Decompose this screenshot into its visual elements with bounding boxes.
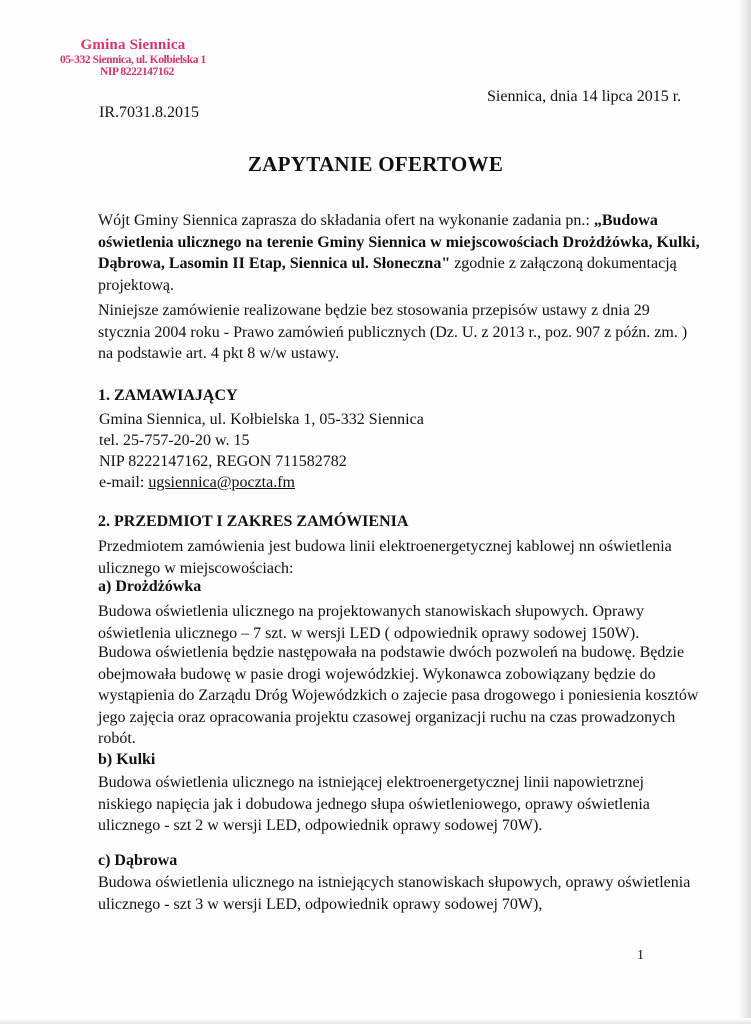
document-title: ZAPYTANIE OFERTOWE [247, 152, 504, 176]
intro-line: Dąbrowa, Lasomin II Etap, Siennica ul. Słoneczna" zgodnie z załączoną dokumentacją [98, 255, 677, 272]
a-p2-line: robót. [98, 730, 136, 747]
a-p2-line: Budowa oświetlenia będzie następowała na podstawie dwóch pozwoleń na budowę. Będzie [98, 644, 685, 661]
section-2-intro-line: Przedmiotem zamówienia jest budowa linii elektroenergetycznej kablowej nn oświetlenia [98, 538, 672, 555]
office-stamp [60, 38, 206, 78]
place-and-date: Siennica, dnia 14 lipca 2015 r. [487, 88, 682, 105]
legal-line: na podstawie art. 4 pkt 8 w/w ustawy. [98, 345, 340, 362]
b-line: Budowa oświetlenia ulicznego na istniejącej elektroenergetycznej linii napowietrznej [98, 774, 644, 791]
section-2-heading: 2. PRZEDMIOT I ZAKRES ZAMÓWIENIA [98, 513, 409, 530]
intro-line: projektową. [98, 276, 174, 294]
email-link[interactable]: ugsiennica@poczta.fm [148, 474, 295, 491]
b-line: ulicznego - szt 2 w wersji LED, odpowiednik oprawy sodowej 70W). [98, 817, 543, 834]
subsection-b-heading: b) Kulki [98, 751, 156, 768]
intro-paragraph [98, 210, 700, 296]
task-name-end: Dąbrowa, Lasomin II Etap, Siennica ul. Słoneczna" [98, 255, 451, 272]
authority-ids: NIP 8222147162, REGON 711582782 [99, 453, 347, 470]
stamp-line-address: 05-332 Siennica, ul. Kołbielska 1 [60, 53, 206, 66]
a-p2-line: wystąpienia do Zarządu Dróg Wojewódzkich o zajecie pasa drogowego i poniesienia kosztów [98, 687, 699, 704]
authority-address: Gmina Siennica, ul. Kołbielska 1, 05-332 Siennica [99, 411, 424, 428]
subsection-c-heading: c) Dąbrowa [98, 852, 178, 869]
subsection-b-paragraph [98, 772, 650, 837]
scan-shadow-bottom [0, 1018, 751, 1024]
stamp-line-nip: NIP 8222147162 [99, 65, 174, 78]
c-line: ulicznego - szt 3 w wersji LED, odpowiednik oprawy sodowej 70W), [98, 895, 543, 913]
legal-basis-paragraph [98, 300, 688, 365]
subsection-a-paragraph-1 [98, 601, 644, 644]
c-line: Budowa oświetlenia ulicznego na istniejących stanowiskach słupowych, oprawy oświetlenia [98, 874, 691, 891]
subsection-a-paragraph-2 [98, 642, 699, 750]
intro-line: oświetlenia ulicznego na terenie Gminy Siennica w miejscowościach Drożdżówka, Kulki, [98, 233, 700, 251]
page-number: 1 [637, 948, 644, 963]
task-name-start: „Budowa [593, 212, 658, 229]
legal-line: Niniejsze zamówienie realizowane będzie bez stosowania przepisów ustawy z dnia 29 [98, 302, 650, 319]
a-p2-line: obejmowała budowę w pasie drogi wojewódzkiej. Wykonawca zobowiązany będzie do [98, 665, 656, 683]
section-2-intro [98, 536, 672, 579]
b-line: niskiego napięcia jak i dobudowa jednego słupa oświetleniowego, oprawy oświetlenia [98, 795, 650, 813]
a-p1-line: Budowa oświetlenia ulicznego na projektowanych stanowiskach słupowych. Oprawy [98, 603, 644, 620]
subsection-c-paragraph [98, 872, 691, 915]
stamp-line-name: Gmina Siennica [80, 37, 186, 53]
contracting-authority-details [99, 409, 424, 493]
a-p1-line: oświetlenia ulicznego – 7 szt. w wersji LED ( odpowiednik oprawy sodowej 150W). [98, 624, 640, 642]
intro-line: Wójt Gminy Siennica zaprasza do składania ofert na wykonanie zadania pn.: „Budowa [98, 212, 658, 229]
email-label: e-mail: [99, 474, 149, 491]
legal-line: stycznia 2004 roku - Prawo zamówień publicznych (Dz. U. z 2013 r., poz. 907 z późn. zm. ) [98, 323, 688, 341]
a-p2-line: jego zajęcia oraz opracowania projektu czasowej organizacji ruchu na czas prowadzonych [98, 708, 676, 726]
authority-phone: tel. 25-757-20-20 w. 15 [99, 432, 250, 449]
subsection-a-heading: a) Drożdżówka [98, 578, 202, 595]
authority-email-row [99, 472, 424, 493]
section-1-heading: 1. ZAMAWIAJĄCY [98, 387, 238, 404]
section-2-intro-line: ulicznego w miejscowościach: [98, 559, 294, 577]
reference-number: IR.7031.8.2015 [99, 104, 199, 121]
